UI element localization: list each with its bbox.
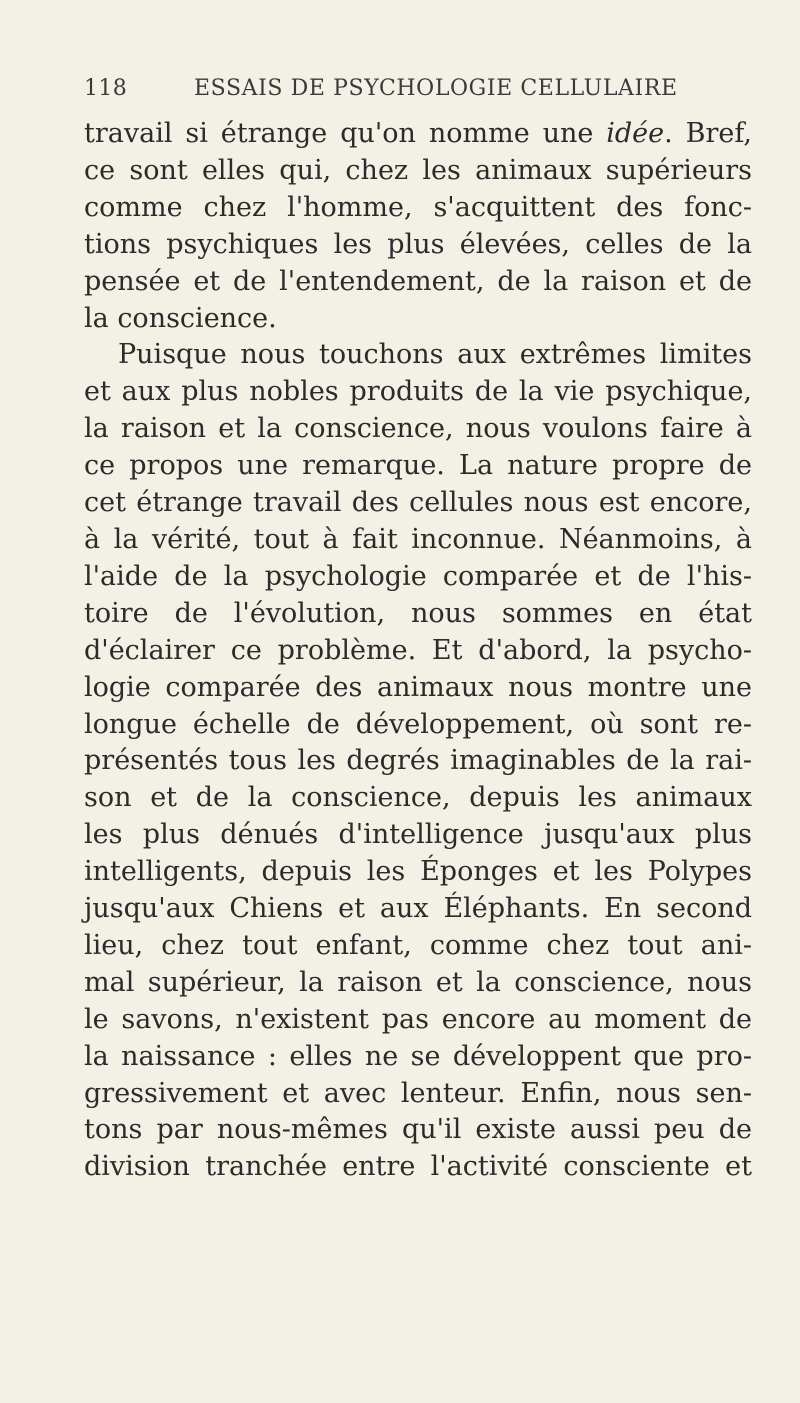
text-line: gressivement et avec lenteur. Enfin, nous sen- bbox=[84, 1077, 752, 1109]
text-line: l'aide de la psychologie comparée et de l'his- bbox=[84, 560, 752, 592]
text-line: à la vérité, tout à fait inconnue. Néanmoins, à bbox=[84, 523, 752, 555]
text-line: ce propos une remarque. La nature propre de bbox=[84, 450, 752, 482]
text-line: tions psychiques les plus élevées, celles de la bbox=[84, 228, 752, 260]
text-line: son et de la conscience, depuis les animaux bbox=[84, 782, 752, 814]
text-line: et aux plus nobles produits de la vie psychique, bbox=[84, 376, 752, 408]
text-line: division tranchée entre l'activité consciente et bbox=[84, 1151, 752, 1183]
paragraph-1 bbox=[84, 116, 752, 337]
text-line: le savons, n'existent pas encore au moment de bbox=[84, 1003, 752, 1035]
text-line: pensée et de l'entendement, de la raison et de bbox=[84, 265, 752, 297]
text-line: lieu, chez tout enfant, comme chez tout ani- bbox=[84, 929, 752, 961]
text-line: la conscience. bbox=[84, 302, 277, 334]
text-line: toire de l'évolution, nous sommes en état bbox=[84, 597, 752, 629]
text-line: intelligents, depuis les Éponges et les Polypes bbox=[84, 856, 752, 888]
text-line: logie comparée des animaux nous montre une bbox=[84, 671, 752, 703]
text-line: cet étrange travail des cellules nous est encore, bbox=[84, 487, 752, 519]
text-line: Puisque nous touchons aux extrêmes limites bbox=[118, 339, 752, 371]
italic-term: idée bbox=[606, 118, 665, 149]
text-line: mal supérieur, la raison et la conscience, nous bbox=[84, 966, 752, 998]
text-line: présentés tous les degrés imaginables de la rai- bbox=[84, 745, 752, 777]
page-header bbox=[84, 76, 752, 116]
running-title: ESSAIS DE PSYCHOLOGIE CELLULAIRE bbox=[194, 76, 678, 101]
text-line bbox=[84, 116, 752, 153]
text-line: tons par nous-mêmes qu'il existe aussi peu de bbox=[84, 1114, 752, 1146]
page-number: 118 bbox=[84, 76, 128, 101]
text-line: d'éclairer ce problème. Et d'abord, la psycho- bbox=[84, 634, 752, 666]
text-line: comme chez l'homme, s'acquittent des fonc- bbox=[84, 191, 752, 223]
text-line: longue échelle de développement, où sont re- bbox=[84, 708, 752, 740]
text-segment: . Bref, bbox=[664, 118, 752, 149]
text-line: la raison et la conscience, nous voulons faire à bbox=[84, 413, 752, 445]
body-text bbox=[84, 116, 752, 1186]
text-line: ce sont elles qui, chez les animaux supérieurs bbox=[84, 154, 752, 186]
text-line: jusqu'aux Chiens et aux Éléphants. En second bbox=[84, 893, 752, 925]
text-segment: travail si étrange qu'on nomme une bbox=[84, 118, 607, 149]
paragraph-2 bbox=[84, 337, 752, 1186]
text-line: la naissance : elles ne se développent que pro- bbox=[84, 1040, 752, 1072]
text-line: les plus dénués d'intelligence jusqu'aux plus bbox=[84, 819, 752, 851]
